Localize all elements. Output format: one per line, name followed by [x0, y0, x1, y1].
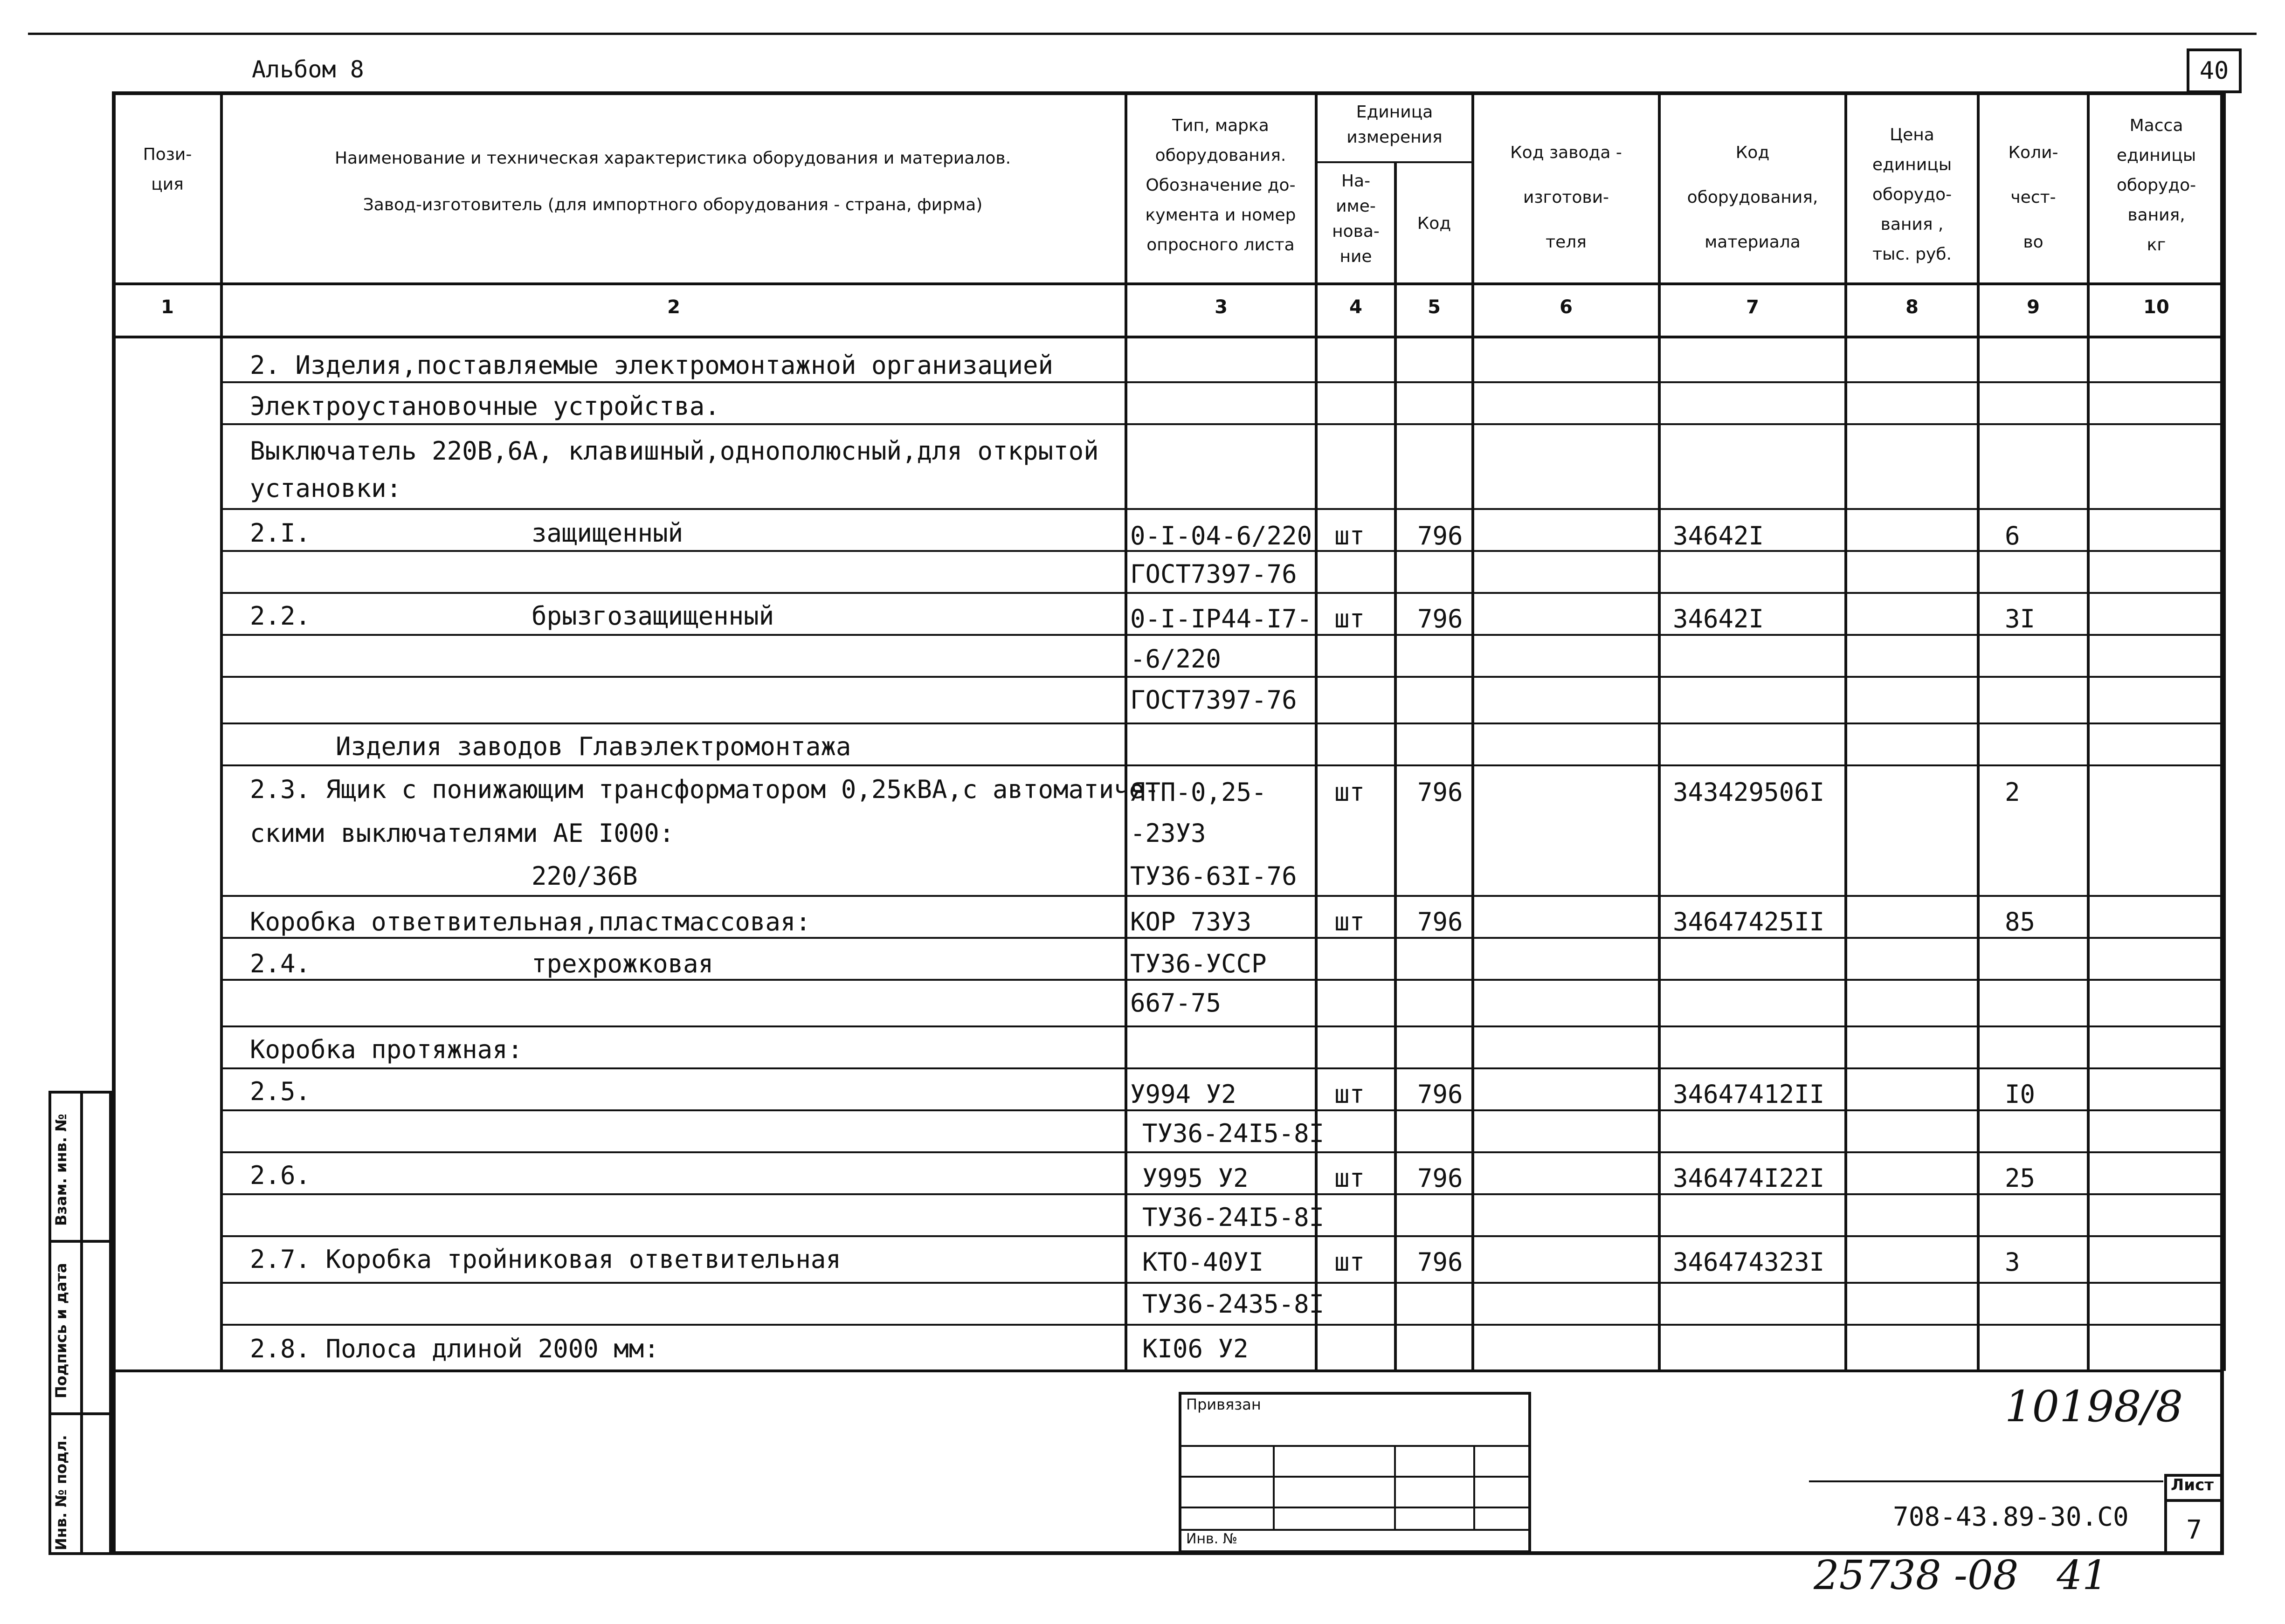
item-name: Коробка ответвительная,пластмассовая:	[250, 907, 811, 936]
col-number: 7	[1746, 296, 1759, 318]
item-type: ТУ36-63I-76	[1130, 861, 1297, 891]
item-type: У995 У2	[1142, 1163, 1249, 1193]
row-line	[220, 508, 2223, 510]
stamp-divider	[1473, 1445, 1475, 1529]
row-line	[220, 1324, 2223, 1326]
page-number-box	[2187, 48, 2242, 93]
sheet-label: Лист	[2171, 1476, 2214, 1494]
item-position: 2.I.	[250, 518, 311, 548]
group-heading: Электроустановочные устройства.	[250, 392, 720, 421]
stamp-divider	[1394, 1445, 1396, 1529]
row-line	[220, 979, 2223, 981]
col-header-price: Цена единицы оборудо- вания , тыс. руб.	[1872, 125, 1952, 264]
stamp-title: Привязан	[1186, 1396, 1261, 1413]
item-unit: шт	[1334, 1163, 1365, 1193]
item-type: ТУ36-УССР	[1130, 949, 1267, 978]
row-line	[220, 723, 2223, 724]
item-position: 2.4.	[250, 949, 311, 978]
item-type: ТУ36-2435-8I	[1142, 1289, 1325, 1319]
top-edge-line	[28, 33, 2257, 35]
item-name: защищенный	[532, 518, 683, 548]
item-position: 2.2.	[250, 601, 311, 631]
item-code: 346474323I	[1673, 1247, 1825, 1277]
col-line-9	[2087, 91, 2090, 1371]
item-name: 220/36В	[532, 861, 638, 891]
col-header-factory-code: Код завода - изготови- теля	[1510, 143, 1622, 252]
col-header-unit-code: Код	[1417, 214, 1451, 233]
row-line	[220, 1067, 2223, 1069]
item-unit: шт	[1334, 604, 1365, 633]
item-unit: шт	[1334, 1080, 1365, 1109]
col-number: 3	[1215, 296, 1228, 318]
item-type: КОР 73УЗ	[1130, 907, 1252, 936]
row-line	[220, 423, 2223, 425]
bottom-handwritten-number: 25738 -08 41	[1814, 1552, 2108, 1599]
item-quantity: 3	[2005, 1247, 2020, 1277]
item-name: 2.8. Полоса длиной 2000 мм:	[250, 1334, 659, 1363]
row-line	[220, 634, 2223, 636]
sheet-number: 7	[2186, 1515, 2202, 1545]
sheet-box-line	[2164, 1499, 2224, 1502]
col-line-5	[1471, 91, 1474, 1371]
side-label-inventory: Инв. № подл.	[52, 1435, 70, 1550]
stamp-line	[1179, 1476, 1531, 1478]
col-number: 5	[1428, 296, 1441, 318]
item-name: 2.7. Коробка тройниковая ответвительная	[250, 1245, 841, 1274]
row-line	[220, 676, 2223, 678]
section-heading: 2. Изделия,поставляемые электромонтажной организацией	[250, 351, 1054, 380]
item-type: КI06 У2	[1142, 1334, 1249, 1363]
item-name: скими выключателями АЕ I000:	[250, 819, 675, 848]
item-type: ЯТП-0,25-	[1130, 778, 1267, 807]
side-stamp-line	[48, 1412, 112, 1415]
row-line	[220, 1109, 2223, 1111]
col-number: 2	[667, 296, 680, 318]
col-header-unit-name: На- име- нова- ние	[1332, 172, 1380, 266]
item-unit-code: 796	[1417, 1247, 1463, 1277]
page-number: 40	[2199, 57, 2229, 85]
item-quantity: 85	[2005, 907, 2036, 936]
unit-group-line	[1315, 161, 1471, 163]
item-name: установки:	[250, 474, 402, 503]
item-type: 0-I-IP44-I7-	[1130, 604, 1312, 633]
col-line-7	[1844, 91, 1847, 1371]
col-header-mass: Масса единицы оборудо- вания, кг	[2116, 116, 2196, 255]
item-name: 2.3. Ящик с понижающим трансформатором 0,25кВА,с автоматиче-	[250, 775, 1160, 804]
stamp-inventory-label: Инв. №	[1186, 1531, 1238, 1547]
side-stamp-line	[48, 1240, 112, 1243]
item-unit: шт	[1334, 521, 1365, 551]
item-position: 2.6.	[250, 1161, 311, 1190]
row-line	[220, 381, 2223, 383]
col-line-10	[2223, 91, 2226, 1371]
item-code: 346474I22I	[1673, 1163, 1825, 1193]
item-code: 343429506I	[1673, 778, 1825, 807]
stamp-line	[1179, 1445, 1531, 1447]
item-unit-code: 796	[1417, 521, 1463, 551]
col-line-3	[1315, 91, 1318, 1371]
doc-code-line	[1809, 1480, 2163, 1482]
col-line-2	[1125, 91, 1127, 1371]
item-unit: шт	[1334, 778, 1365, 807]
group-heading: Коробка протяжная:	[250, 1035, 523, 1064]
item-type: -23УЗ	[1130, 819, 1206, 848]
col-line-8	[1977, 91, 1980, 1371]
col-number: 4	[1349, 296, 1362, 318]
col-header-position: Пози- ция	[143, 145, 192, 194]
item-code: 34642I	[1673, 604, 1764, 633]
document-code: 708-43.89-30.С0	[1893, 1502, 2129, 1532]
row-line	[220, 1193, 2223, 1195]
item-quantity: 6	[2005, 521, 2020, 551]
item-unit: шт	[1334, 907, 1365, 936]
item-type: ТУ36-24I5-8I	[1142, 1119, 1325, 1148]
item-position: 2.5.	[250, 1077, 311, 1106]
row-line	[220, 937, 2223, 939]
col-header-equipment-code: Код оборудования, материала	[1687, 143, 1818, 252]
item-quantity: I0	[2005, 1080, 2036, 1109]
row-line	[220, 1151, 2223, 1153]
item-quantity: 2	[2005, 778, 2020, 807]
group-heading: Изделия заводов Главэлектромонтажа	[336, 732, 851, 761]
row-line	[220, 1235, 2223, 1237]
col-line-6	[1658, 91, 1661, 1371]
item-unit: шт	[1334, 1247, 1365, 1277]
col-header-quantity: Коли- чест- во	[2008, 143, 2058, 252]
item-unit-code: 796	[1417, 1080, 1463, 1109]
item-name: трехрожковая	[532, 949, 714, 978]
row-line	[220, 764, 2223, 766]
item-unit-code: 796	[1417, 778, 1463, 807]
col-header-name: Наименование и техническая характеристика оборудования и материалов. Завод-изготовитель (для импортного оборудования - страна, фирма)	[334, 149, 1011, 214]
col-line-1	[220, 91, 223, 1371]
item-code: 34647425II	[1673, 907, 1825, 936]
item-unit-code: 796	[1417, 1163, 1463, 1193]
row-line	[220, 1282, 2223, 1284]
row-line	[220, 895, 2223, 897]
header-bottom-line	[112, 282, 2224, 285]
item-type: У994 У2	[1130, 1080, 1236, 1109]
colnum-bottom-line	[112, 336, 2224, 338]
item-quantity: 3I	[2005, 604, 2036, 633]
col-number: 8	[1905, 296, 1919, 318]
item-unit-code: 796	[1417, 604, 1463, 633]
item-type: КТО-40УI	[1142, 1247, 1264, 1277]
item-name: брызгозащищенный	[532, 601, 774, 631]
item-type: -6/220	[1130, 644, 1222, 674]
handwritten-number: 10198/8	[2005, 1382, 2183, 1431]
stamp-divider	[1273, 1445, 1275, 1529]
table-bottom-line	[112, 1369, 2224, 1372]
side-label-replacement: Взам. инв. №	[52, 1114, 70, 1226]
item-unit-code: 796	[1417, 907, 1463, 936]
col-header-type: Тип, марка оборудования. Обозначение до- кумента и номер опросного листа	[1145, 116, 1296, 255]
side-label-signature: Подпись и дата	[52, 1263, 70, 1398]
item-type: 667-75	[1130, 988, 1222, 1018]
side-stamp-divider	[80, 1091, 83, 1555]
item-code: 34647412II	[1673, 1080, 1825, 1109]
col-number: 9	[2027, 296, 2040, 318]
col-number: 6	[1560, 296, 1573, 318]
item-quantity: 25	[2005, 1163, 2036, 1193]
album-title: Альбом 8	[252, 56, 364, 83]
row-line	[220, 1025, 2223, 1027]
stamp-line	[1179, 1507, 1531, 1508]
item-type: ГОСТ7397-76	[1130, 559, 1297, 589]
item-type: ТУ36-24I5-8I	[1142, 1203, 1325, 1232]
item-type: ГОСТ7397-76	[1130, 685, 1297, 715]
item-type: 0-I-04-6/220	[1130, 521, 1312, 551]
col-number: 1	[161, 296, 174, 318]
item-name: Выключатель 220В,6А, клавишный,однополюсный,для открытой	[250, 436, 1099, 466]
item-code: 34642I	[1673, 521, 1764, 551]
col-header-unit-group: Единица измерения	[1346, 103, 1443, 147]
row-line	[220, 592, 2223, 594]
col-number: 10	[2143, 296, 2169, 318]
